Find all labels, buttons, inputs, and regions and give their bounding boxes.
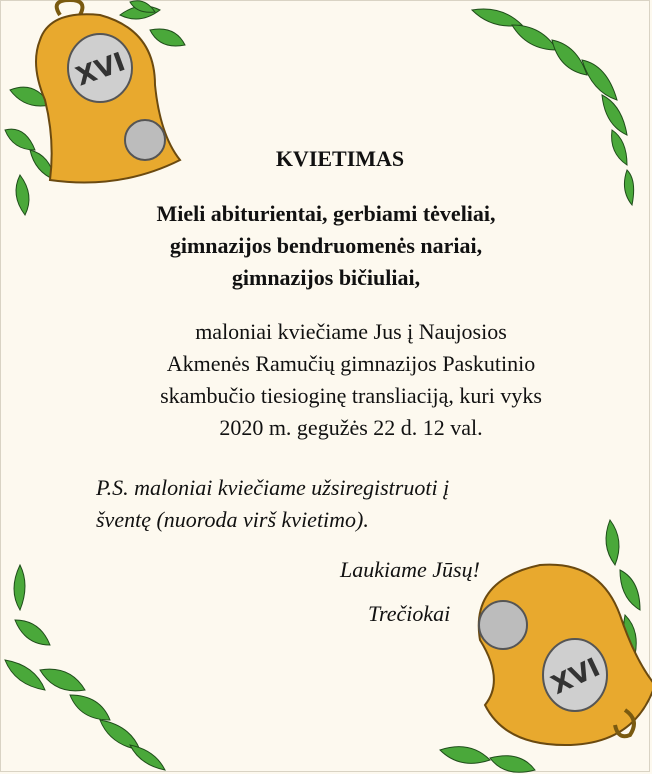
bell-numeral-bottom: XVI	[546, 652, 605, 701]
ps-line: šventę (nuoroda virš kvietimo).	[96, 507, 369, 532]
bell-numeral-top: XVI	[72, 47, 130, 93]
ps-line: P.S. maloniai kviečiame užsiregistruoti į	[96, 475, 450, 500]
body-line: 2020 m. gegužės 22 d. 12 val.	[219, 415, 483, 440]
bell-bottom-right	[430, 510, 652, 774]
body-line: skambučio tiesioginę transliaciją, kuri vyks	[160, 383, 542, 408]
invitation-title: KVIETIMAS	[275, 146, 405, 171]
postscript	[96, 472, 596, 536]
greeting-line: gimnazijos bendruomenės nariai,	[169, 233, 483, 258]
closing-line: Laukiame Jūsų!	[340, 557, 480, 582]
invitation-body	[0, 316, 652, 444]
signature: Trečiokai	[368, 601, 451, 626]
leaves-bottom-left	[0, 560, 180, 774]
greeting-line: Mieli abiturientai, gerbiami tėveliai,	[156, 201, 496, 226]
body-line: Akmenės Ramučių gimnazijos Paskutinio	[166, 351, 536, 376]
leaves-top-right	[462, 0, 652, 220]
body-line: maloniai kviečiame Jus į Naujosios	[195, 319, 507, 344]
greeting-line: gimnazijos bičiuliai,	[231, 265, 421, 290]
bell-top-left	[0, 0, 200, 230]
greeting-block	[0, 198, 652, 294]
